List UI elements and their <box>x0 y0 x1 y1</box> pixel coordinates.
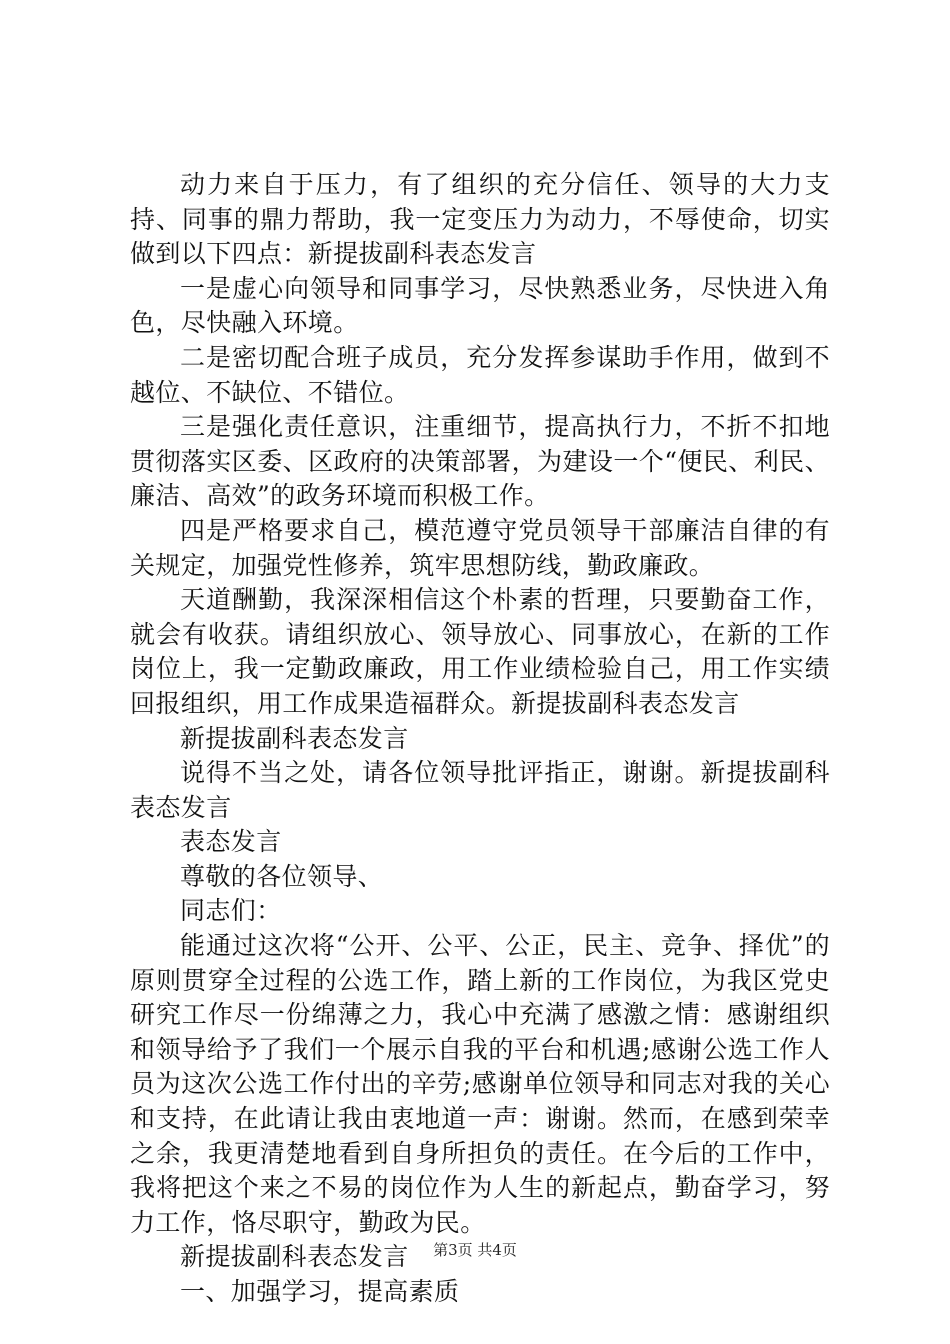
paragraph: 说得不当之处，请各位领导批评指正，谢谢。新提拔副科表态发言 <box>130 758 830 822</box>
paragraph: 二是密切配合班子成员，充分发挥参谋助手作用，做到不越位、不缺位、不错位。 <box>130 342 830 407</box>
paragraph: 新提拔副科表态发言 <box>180 723 409 753</box>
paragraph: 四是严格要求自己，模范遵守党员领导干部廉洁自律的有关规定，加强党性修养，筑牢思想防线，勤政廉政。 <box>130 515 830 580</box>
document-body <box>130 168 830 1310</box>
page-number-footer: 第3页 共4页 <box>433 1241 517 1259</box>
paragraph: 表态发言 <box>180 827 282 857</box>
paragraph: 动力来自于压力，有了组织的充分信任、领导的大力支持、同事的鼎力帮助，我一定变压力为动力，不辱使命，切实做到以下四点：新提拔副科表态发言 <box>130 170 830 269</box>
paragraph: 能通过这次将“公开、公平、公正，民主、竞争、择优”的原则贯穿全过程的公选工作，踏上新的工作岗位，为我区党史研究工作尽一份绵薄之力，我心中充满了感激之情：感谢组织和领导给予了我们一个展示自我的平台和机遇;感谢公选工作人员为这次公选工作付出的辛劳;感谢单位领导和同志对我的关心和支持，在此请让我由衷地道一声：谢谢。然而，在感到荣幸之余，我更清楚地看到自身所担负的责任。在今后的工作中，我将把这个来之不易的岗位作为人生的新起点，勤奋学习，努力工作，恪尽职守，勤政为民。 <box>130 931 830 1237</box>
paragraph: 天道酬勤，我深深相信这个朴素的哲理，只要勤奋工作，就会有收获。请组织放心、领导放心、同事放心，在新的工作岗位上，我一定勤政廉政，用工作业绩检验自己，用工作实绩回报组织，用工作成果造福群众。新提拔副科表态发言 <box>130 585 830 718</box>
paragraph: 同志们： <box>180 896 282 926</box>
paragraph: 三是强化责任意识，注重细节，提高执行力，不折不扣地贯彻落实区委、区政府的决策部署，为建设一个“便民、利民、廉洁、高效”的政务环境而积极工作。 <box>130 412 830 511</box>
paragraph: 新提拔副科表态发言 <box>180 1242 409 1272</box>
paragraph: 一、加强学习，提高素质 <box>180 1277 460 1306</box>
paragraph: 尊敬的各位领导、 <box>180 861 384 891</box>
paragraph: 一是虚心向领导和同事学习，尽快熟悉业务，尽快进入角色，尽快融入环境。 <box>130 273 830 338</box>
